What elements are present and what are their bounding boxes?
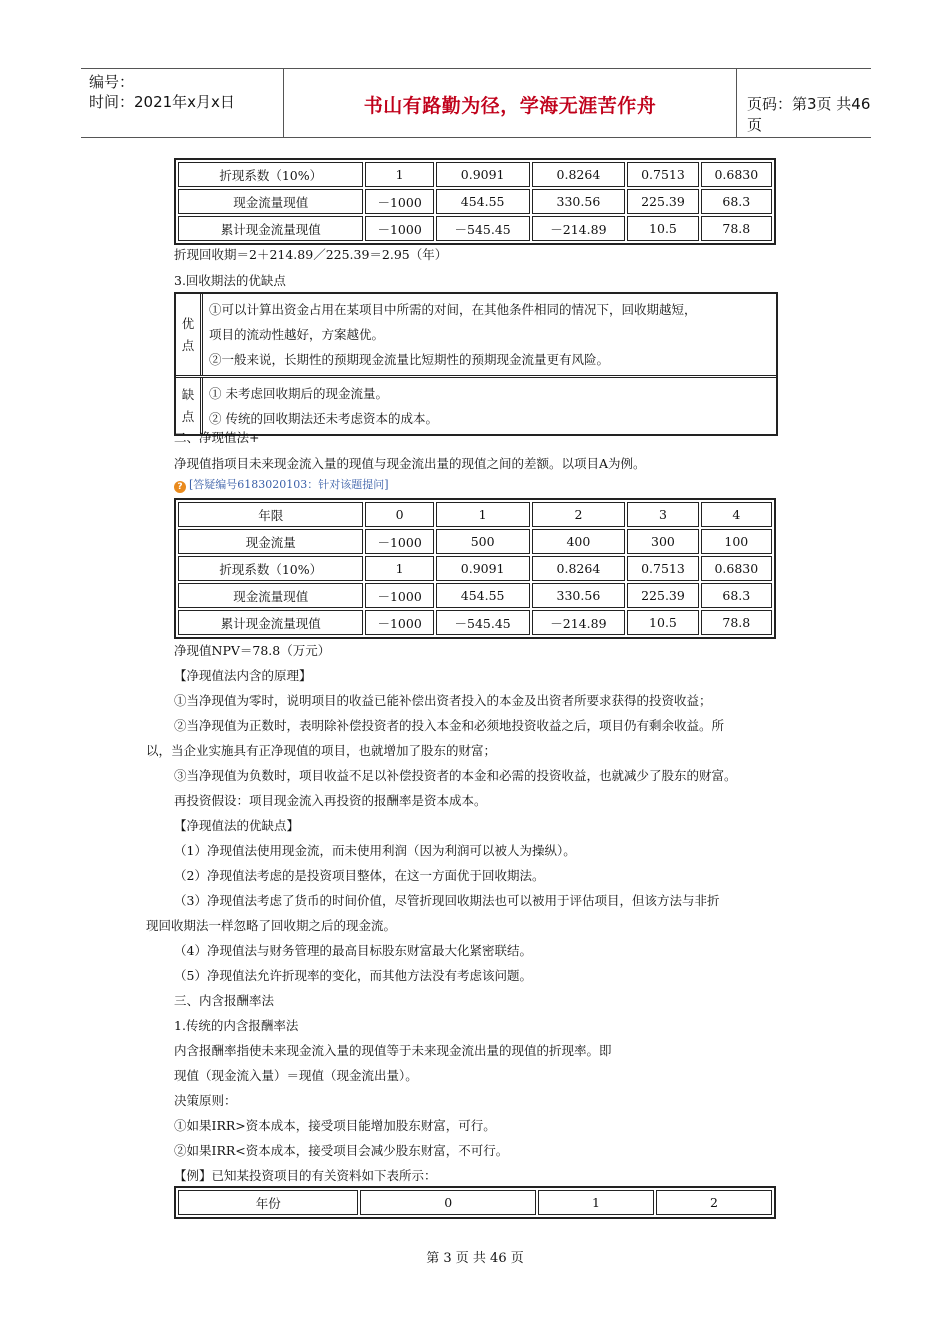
rule-1: ①如果IRR>资本成本，接受项目能增加股东财富，可行。 (174, 1118, 496, 1133)
table-row (178, 556, 772, 581)
row-label-cell: 年限 (178, 502, 363, 527)
adv-1: （1）净现值法使用现金流，而未使用利润（因为利润可以被人为操纵）。 (174, 843, 576, 858)
table-row (178, 162, 772, 187)
adv-4: （4）净现值法与财务管理的最高目标股东财富最大化紧密联结。 (174, 943, 532, 958)
table-cell: 225.39 (627, 189, 698, 214)
table-cell: 78.8 (701, 610, 772, 635)
table-cell: 10.5 (627, 610, 698, 635)
table-cell: 1 (538, 1190, 654, 1215)
table-cell: 1 (365, 162, 433, 187)
table-cell: 68.3 (701, 583, 772, 608)
question-link[interactable]: ? [答疑编号6183020103：针对该题提问] (174, 476, 389, 493)
table-cell: 0.9091 (436, 162, 530, 187)
principle-heading: 【净现值法内含的原理】 (174, 668, 312, 683)
motto: 书山有路勤为径，学海无涯苦作舟 (363, 95, 657, 117)
irr-definition: 内含报酬率指使未来现金流入量的现值等于未来现金流出量的现值的折现率。即 (174, 1043, 612, 1058)
table-cell: －545.45 (436, 610, 530, 635)
irr-heading: 三、内含报酬率法 (174, 993, 275, 1008)
table-cell: －1000 (365, 216, 433, 241)
pros-content: ①可以计算出资金占用在某项目中所需的对间，在其他条件相同的情况下，回收期越短， 项目的流动性越好，方案越优。 ②一般来说，长期性的预期现金流量比短期性的预期现金流量更有风险。 (209, 302, 697, 367)
table-cell: 500 (436, 529, 530, 554)
row-label-cell: 年份 (178, 1190, 358, 1215)
section-payback-pros-cons: 3.回收期法的优缺点 (174, 273, 286, 288)
page-footer: 第 3 页 共 46 页 (426, 1251, 524, 1266)
npv-value: 净现值NPV＝78.8（万元） (174, 643, 331, 658)
table-cell: 454.55 (436, 189, 530, 214)
cons-content: ① 未考虑回收期后的现金流量。 ② 传统的回收期法还未考虑资本的成本。 (209, 386, 438, 426)
irr-example-table (174, 1186, 776, 1219)
table-cell: 330.56 (532, 189, 626, 214)
table-cell: 0 (360, 1190, 535, 1215)
row-label-cell: 现金流量现值 (178, 189, 363, 214)
table-cell: 0.7513 (627, 162, 698, 187)
cons-label: 缺 点 (176, 378, 203, 434)
table-cell: 2 (532, 502, 626, 527)
table-cell: 225.39 (627, 583, 698, 608)
row-label-cell: 折现系数（10%） (178, 162, 363, 187)
table-row (178, 216, 772, 241)
table-row (178, 1190, 772, 1215)
table-cell: －1000 (365, 189, 433, 214)
table-cell: 0.6830 (701, 162, 772, 187)
cons-row (176, 378, 776, 434)
table-row (178, 610, 772, 635)
code-label: 编号： (89, 73, 135, 91)
rule-2: ②如果IRR<资本成本，接受项目会减少股东财富，不可行。 (174, 1143, 509, 1158)
table-cell: 1 (436, 502, 530, 527)
table-cell: 78.8 (701, 216, 772, 241)
pros-cons-table (174, 292, 778, 436)
table-cell: 3 (627, 502, 698, 527)
row-label-cell: 累计现金流量现值 (178, 216, 363, 241)
npv-table (174, 498, 776, 639)
principle-2a: ②当净现值为正数时，表明除补偿投资者的投入本金和必须地投资收益之后，项目仍有剩余收益。所 (174, 718, 725, 733)
table-row (178, 529, 772, 554)
table-cell: 0.8264 (532, 162, 626, 187)
payback-formula: 折现回收期＝2＋214.89／225.39＝2.95（年） (174, 247, 448, 262)
table-cell: －1000 (365, 583, 433, 608)
table-cell: 300 (627, 529, 698, 554)
table-cell: 4 (701, 502, 772, 527)
pros-label: 优 点 (176, 294, 203, 375)
row-label-cell: 现金流量 (178, 529, 363, 554)
row-label-cell: 折现系数（10%） (178, 556, 363, 581)
table-cell: 2 (656, 1190, 772, 1215)
adv-2: （2）净现值法考虑的是投资项目整体，在这一方面优于回收期法。 (174, 868, 545, 883)
irr-subheading: 1.传统的内含报酬率法 (174, 1018, 299, 1033)
principle-1: ①当净现值为零时，说明项目的收益已能补偿出资者投入的本金及出资者所要求获得的投资收益； (174, 693, 712, 708)
header-page-cell (735, 69, 871, 137)
adv-5: （5）净现值法允许折现率的变化，而其他方法没有考虑该问题。 (174, 968, 532, 983)
npv-heading: 二、净现值法+ (174, 430, 260, 445)
example-intro: 【例】已知某投资项目的有关资料如下表所示： (174, 1168, 437, 1183)
table-cell: －1000 (365, 610, 433, 635)
pros-row (176, 294, 776, 378)
adv-3a: （3）净现值法考虑了货币的时间价值，尽管折现回收期法也可以被用于评估项目，但该方法与非折 (174, 893, 720, 908)
table-cell: 454.55 (436, 583, 530, 608)
table-cell: 0.6830 (701, 556, 772, 581)
table-cell: 0.9091 (436, 556, 530, 581)
table-row (178, 502, 772, 527)
principle-2b: 以，当企业实施具有正净现值的项目，也就增加了股东的财富； (146, 743, 497, 758)
table-cell: 100 (701, 529, 772, 554)
table-row (178, 583, 772, 608)
table-cell: －545.45 (436, 216, 530, 241)
table-cell: 1 (365, 556, 433, 581)
page-header (81, 68, 871, 138)
row-label-cell: 现金流量现值 (178, 583, 363, 608)
table-cell: 0.7513 (627, 556, 698, 581)
table-cell: －1000 (365, 529, 433, 554)
page-label: 页码：第3页 共46页 (747, 95, 871, 134)
table-cell: 68.3 (701, 189, 772, 214)
npv-adv-heading: 【净现值法的优缺点】 (174, 818, 300, 833)
table-cell: －214.89 (532, 216, 626, 241)
table-cell: 0.8264 (532, 556, 626, 581)
irr-equation: 现值（现金流入量）＝现值（现金流出量）。 (174, 1068, 418, 1083)
table-cell: 0 (365, 502, 433, 527)
principle-3: ③当净现值为负数时，项目收益不足以补偿投资者的本金和必需的投资收益，也就减少了股东的财富。 (174, 768, 737, 783)
header-meta (81, 69, 283, 137)
npv-definition: 净现值指项目未来现金流入量的现值与现金流出量的现值之间的差额。以项目A为例。 (174, 456, 646, 471)
row-label-cell: 累计现金流量现值 (178, 610, 363, 635)
decision-rule-heading: 决策原则： (174, 1093, 237, 1108)
table-cell: 330.56 (532, 583, 626, 608)
question-icon: ? (174, 481, 186, 493)
table-cell: 400 (532, 529, 626, 554)
table-cell: 10.5 (627, 216, 698, 241)
table-cell: －214.89 (532, 610, 626, 635)
discount-table-top (174, 158, 776, 245)
table-row (178, 189, 772, 214)
adv-3b: 现回收期法一样忽略了回收期之后的现金流。 (146, 918, 397, 933)
header-motto-cell (283, 69, 737, 137)
time-label: 时间：2021年x月x日 (89, 93, 235, 111)
reinvestment-assumption: 再投资假设：项目现金流入再投资的报酬率是资本成本。 (174, 793, 487, 808)
